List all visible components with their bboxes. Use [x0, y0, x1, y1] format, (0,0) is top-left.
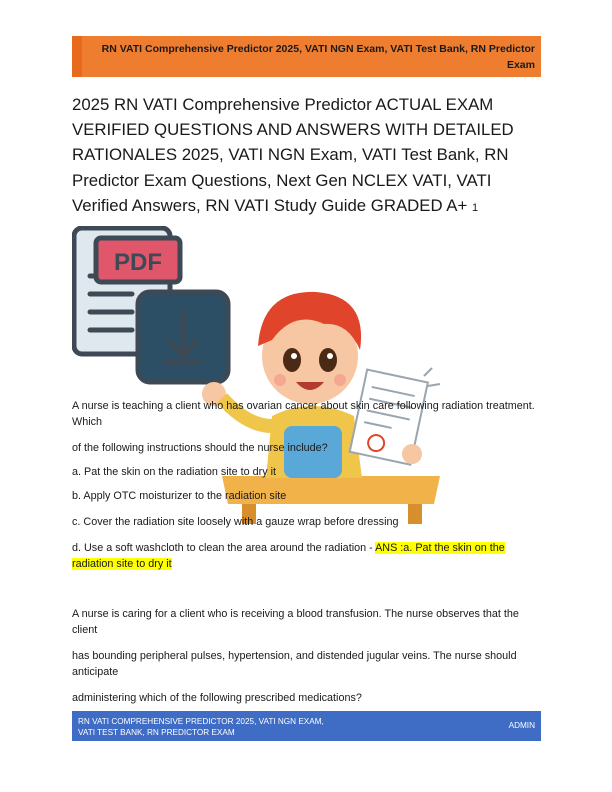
- pdf-label: PDF: [114, 249, 162, 276]
- answer-highlight: ANS :a. Pat the skin on the radiation site to dry it: [72, 542, 505, 570]
- title-text: 2025 RN VATI Comprehensive Predictor ACTUAL EXAM VERIFIED QUESTIONS AND ANSWERS WITH DETAILED RATIONALES 2025, VATI NGN Exam, VATI Test Bank, RN Predictor Exam Questions, Next Gen NCLEX VATI, VATI Verified Answers, RN VATI Study Guide GRADED A+: [72, 95, 514, 215]
- question1-option-a: a. Pat the skin on the radiation site to dry it: [72, 466, 277, 478]
- question1-stem-line2: of the following instructions should the nurse include?: [72, 442, 328, 454]
- page-number: 1: [471, 201, 479, 214]
- illustration: [72, 226, 452, 526]
- question2-stem-line1: A nurse is caring for a client who is receiving a blood transfusion. The nurse observes that the client: [72, 608, 519, 636]
- question1-option-b: b. Apply OTC moisturizer to the radiation site: [72, 490, 287, 502]
- question2-stem-line2: has bounding peripheral pulses, hypertension, and distended jugular veins. The nurse should anticipate: [72, 650, 517, 678]
- download-icon: [138, 292, 228, 382]
- question1-option-d: [72, 540, 542, 572]
- question2-stem-line3: administering which of the following prescribed medications?: [72, 692, 362, 704]
- footer-author: ADMIN: [508, 721, 535, 730]
- option-d-text: d. Use a soft washcloth to clean the area around the radiation -: [72, 542, 376, 554]
- question1-option-c: c. Cover the radiation site loosely with a gauze wrap before dressing: [72, 516, 399, 528]
- header-banner: [72, 36, 541, 77]
- footer-left-text: RN VATI COMPREHENSIVE PREDICTOR 2025, VATI NGN EXAM, VATI TEST BANK, RN PREDICTOR EXAM: [78, 717, 324, 737]
- document-title: [72, 92, 542, 221]
- footer-banner: [72, 711, 541, 741]
- header-text: RN VATI Comprehensive Predictor 2025, VATI NGN Exam, VATI Test Bank, RN Predictor Exam: [101, 43, 535, 71]
- question1-stem-line1: A nurse is teaching a client who has ovarian cancer about skin care following radiation treatment. Which: [72, 400, 535, 428]
